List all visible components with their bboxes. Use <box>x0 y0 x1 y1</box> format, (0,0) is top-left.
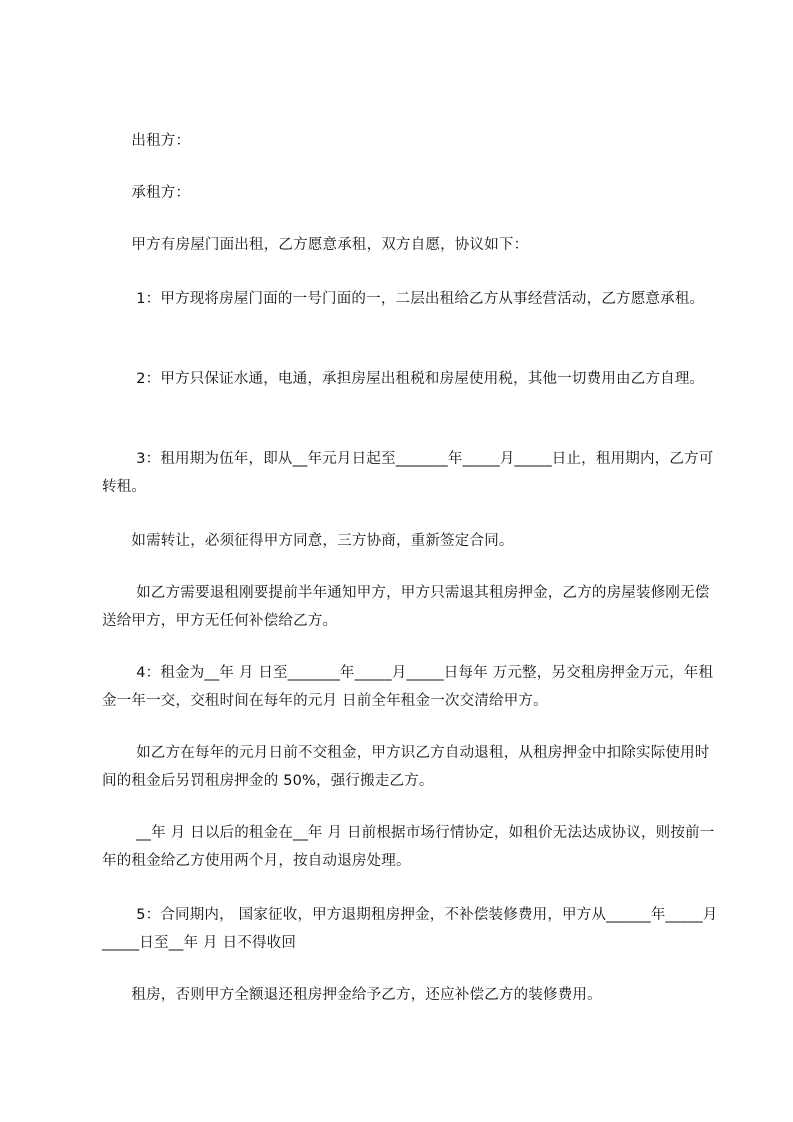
paragraph-transfer: 如需转让，必须征得甲方同意，三方协商，重新签定合同。 <box>102 533 514 549</box>
paragraph-clause-5: 5：合同期内， 国家征收，甲方退期租房押金，不补偿装修费用，甲方从______年_____月_____日至__年 月 日不得收回 <box>102 907 718 951</box>
paragraph-late-rent: 如乙方在每年的元月日前不交租金，甲方识乙方自动退租，从租房押金中扣除实际使用时间的租金后另罚租房押金的 50%，强行搬走乙方。 <box>102 745 710 789</box>
paragraph-clause-1: 1：甲方现将房屋门面的一号门面的一，二层出租给乙方从事经营活动，乙方愿意承租。 <box>102 291 705 307</box>
paragraph-lessee: 承租方： <box>102 185 191 201</box>
paragraph-clause-3: 3：租用期为伍年，即从__年元月日起至_______年_____月_____日止，租用期内，乙方可转租。 <box>102 451 714 495</box>
paragraph-lessor: 出租方： <box>102 133 191 149</box>
paragraph-rent-review: __年 月 日以后的租金在__年 月 日前根据市场行情协定，如租价无法达成协议，则按前一年的租金给乙方使用两个月，按自动退房处理。 <box>102 825 715 869</box>
paragraph-clause-4: 4：租金为__年 月 日至_______年_____月_____日每年 万元整，另交租房押金万元，年租金一年一交，交租时间在每年的元月 日前全年租金一次交清给甲方。 <box>102 665 714 709</box>
paragraph-intro: 甲方有房屋门面出租，乙方愿意承租，双方自愿，协议如下： <box>102 237 529 253</box>
paragraph-early-exit: 如乙方需要退租刚要提前半年通知甲方，甲方只需退其租房押金，乙方的房屋装修刚无偿送给甲方，甲方无任何补偿给乙方。 <box>102 585 710 629</box>
paragraph-clause-2: 2：甲方只保证水通，电通，承担房屋出租税和房屋使用税，其他一切费用由乙方自理。 <box>102 371 705 387</box>
paragraph-refund: 租房，否则甲方全额退还租房押金给予乙方，还应补偿乙方的装修费用。 <box>102 987 602 1003</box>
